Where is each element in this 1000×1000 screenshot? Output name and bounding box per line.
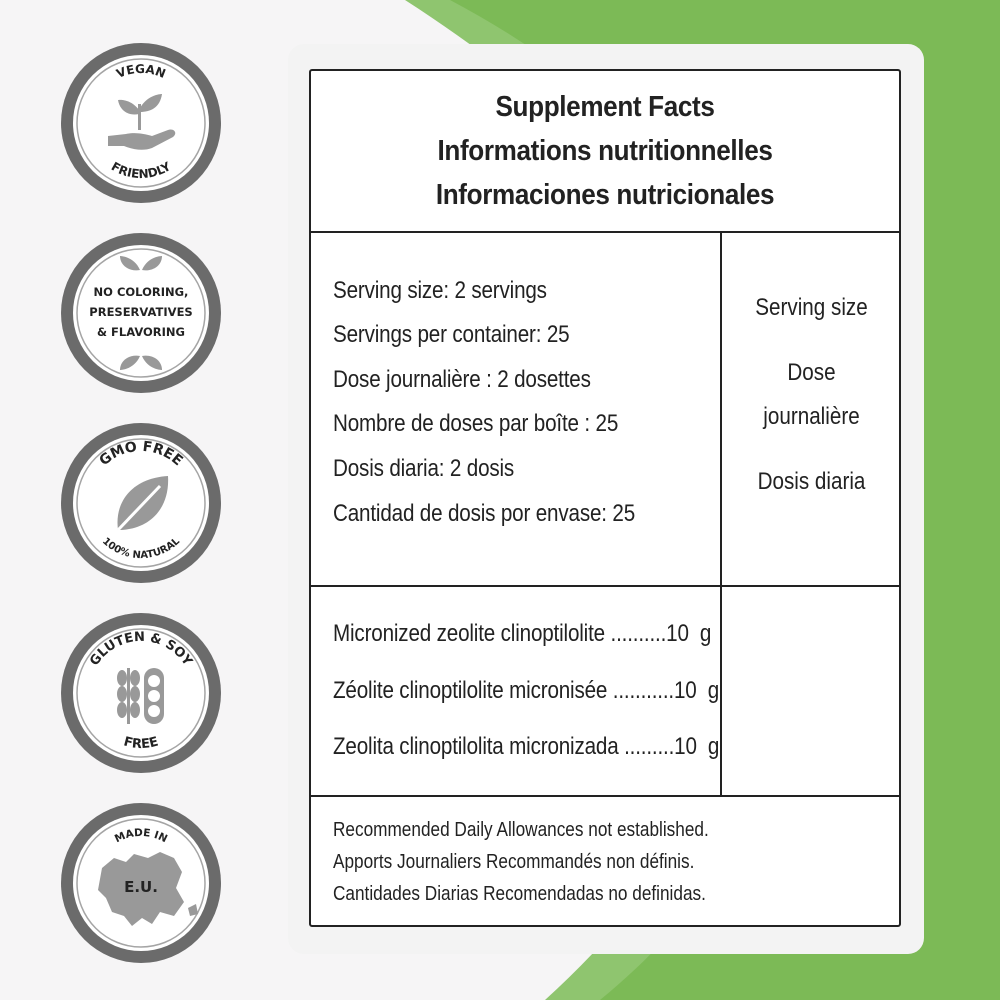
supplement-facts-label [309,69,901,927]
badge-line-2: PRESERVATIVES [89,305,193,319]
ingredient-name: Zeolita clinoptilolita micronizada [333,733,619,760]
badge-line-3: & FLAVORING [96,325,186,339]
serving-line: Serving size: 2 servings [333,277,547,304]
serving-line: Cantidad de dosis por envase: 25 [333,500,636,527]
divider-title [311,231,899,233]
ingredient-amount: 10 g [666,620,712,647]
ingredient-row [333,677,719,705]
badge-no-coloring [56,228,226,398]
footnote: Recommended Daily Allowances not established. [333,819,709,841]
badge-top-text: GMO FREE [96,438,186,470]
divider-ingredients [311,795,899,797]
title-line-fr: Informations nutritionnelles [437,135,773,167]
badge-top-text: MADE IN [112,826,170,846]
serving-line: Dosis diaria: 2 dosis [333,455,515,482]
ingredient-row [333,620,711,648]
badge-bottom-text: 100% NATURAL [99,535,183,562]
ingredient-name: Zéolite clinoptilolite micronisée [333,677,608,704]
divider-vertical [720,233,722,797]
footnote: Cantidades Diarias Recomendadas no definidas. [333,883,706,905]
ingredient-dots: ........... [607,677,675,704]
badge-vegan-friendly [56,38,226,208]
badge-gluten-soy-free [56,608,226,778]
header-dosis-diaria: Dosis diaria [757,468,866,495]
ingredient-name: Micronized zeolite clinoptilolite [333,620,605,647]
badge-made-in-eu [56,798,226,968]
badge-top-text: VEGAN [114,61,168,81]
badge-top-text: GLUTEN & SOY [87,629,195,669]
footnote: Apports Journaliers Recommandés non définis. [333,851,695,873]
badge-center-text: E.U. [124,878,158,896]
serving-line: Dose journalière : 2 dosettes [333,366,591,393]
serving-line: Servings per container: 25 [333,321,570,348]
badge-bottom-text: FRIENDLY [108,159,174,182]
header-journaliere: journalière [763,403,860,430]
ingredient-amount: 10 g [674,733,720,760]
header-serving-size: Serving size [755,294,868,321]
facts-title [311,85,899,217]
title-line-en: Supplement Facts [495,91,715,123]
badge-line-1: NO COLORING, [93,285,189,299]
ingredient-dots: .......... [604,620,667,647]
svg-text:FREE [122,735,160,753]
header-dose: Dose [787,359,836,386]
divider-serving [311,585,899,587]
title-line-es: Informaciones nutricionales [435,179,775,211]
ingredient-amount: 10 g [674,677,720,704]
badge-bottom-text: FREE [121,734,161,753]
ingredient-row [333,733,719,761]
serving-line: Nombre de doses par boîte : 25 [333,410,619,437]
ingredient-dots: ......... [618,733,675,760]
badge-gmo-free [56,418,226,588]
